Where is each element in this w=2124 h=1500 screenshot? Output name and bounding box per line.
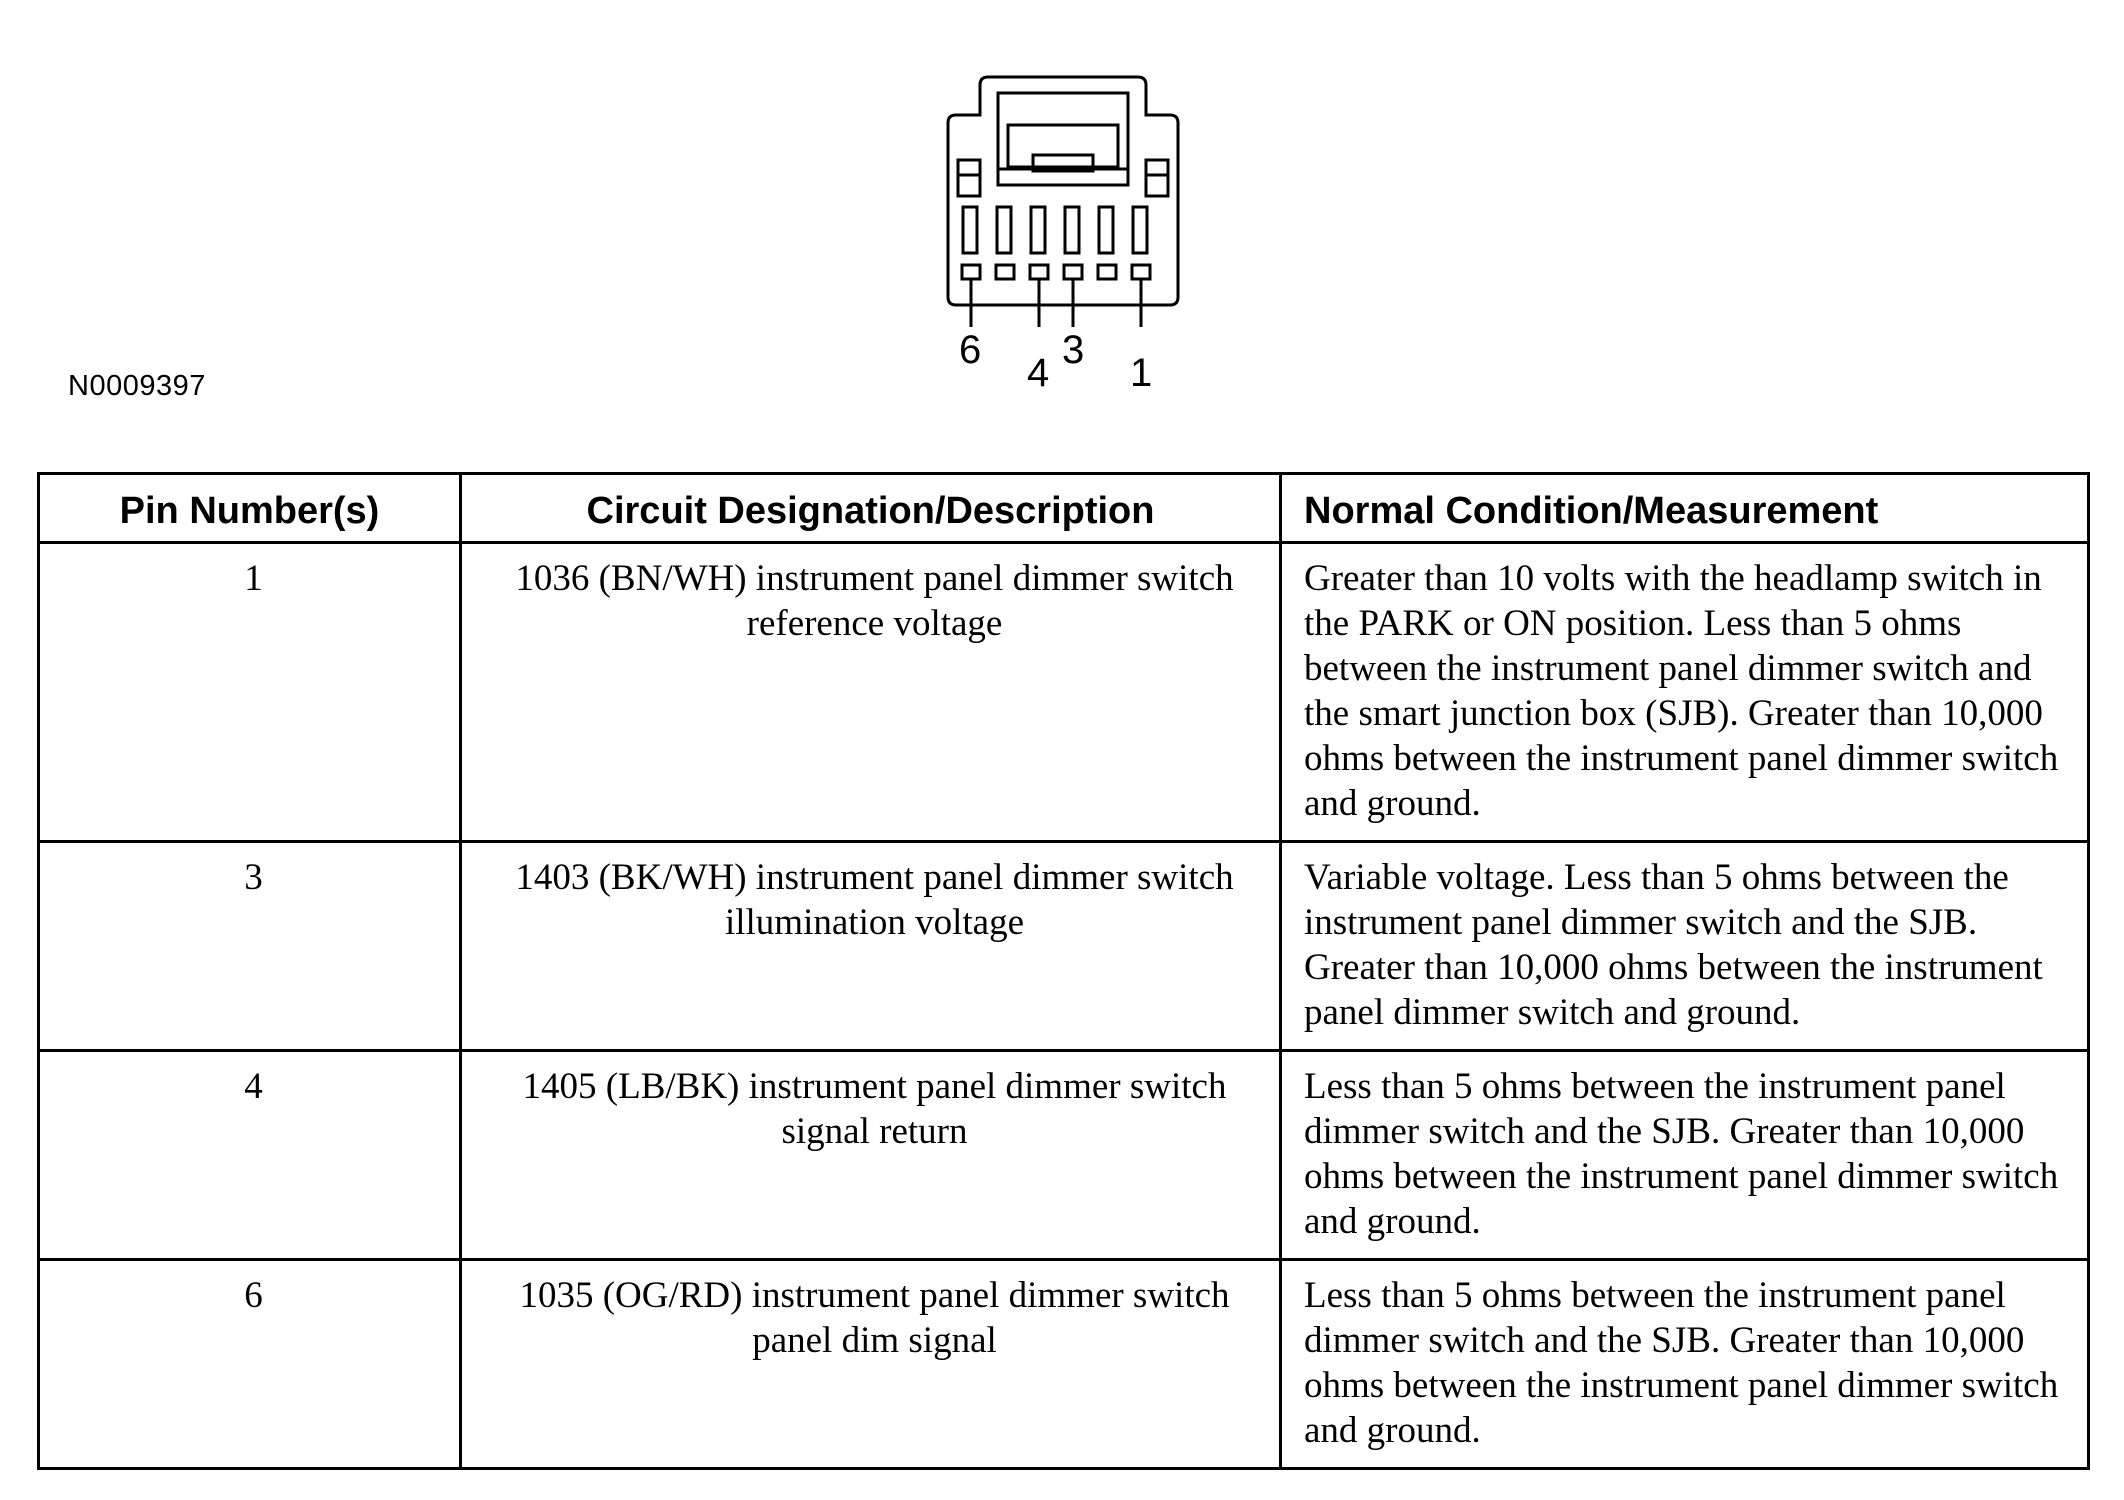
table-row: [39, 543, 2089, 842]
terminal-4: [1030, 265, 1048, 279]
cavity-upper-5: [997, 207, 1011, 253]
circuit-description-text: 1035 (OG/RD) instrument panel dimmer switch panel dim signal: [519, 1275, 1230, 1361]
circuit-description-text: 1036 (BN/WH) instrument panel dimmer switch reference voltage: [515, 558, 1234, 644]
pin-label-1: 1: [1130, 351, 1153, 395]
pin-number-cell: 3: [39, 842, 461, 1051]
pin-label-4: 4: [1027, 351, 1050, 395]
header-normal-condition: Normal Condition/Measurement: [1281, 474, 2089, 543]
table-row: [39, 1260, 2089, 1469]
measurement-cell: Variable voltage. Less than 5 ohms between the instrument panel dimmer switch and the SJB. Greater than 10,000 ohms between the instrument panel dimmer switch and ground.: [1281, 842, 2089, 1051]
cavity-upper-6: [963, 207, 977, 253]
circuit-description-text: 1405 (LB/BK) instrument panel dimmer switch signal return: [522, 1066, 1227, 1152]
pin-label-6: 6: [959, 328, 982, 372]
table-header-row: [39, 474, 2089, 543]
circuit-description-cell: [461, 1051, 1281, 1260]
pinout-table: [37, 472, 2090, 1470]
terminal-6: [962, 265, 980, 279]
table-row: [39, 842, 2089, 1051]
pin-number-cell: 6: [39, 1260, 461, 1469]
pin-label-3: 3: [1062, 328, 1085, 372]
side-tab-right: [1146, 160, 1168, 196]
terminal-3: [1064, 265, 1082, 279]
terminal-1: [1132, 265, 1150, 279]
circuit-description-cell: [461, 1260, 1281, 1469]
figure-id: N0009397: [68, 370, 206, 402]
terminal-2: [1098, 265, 1116, 279]
cavity-upper-3: [1065, 207, 1079, 253]
header-circuit-description: Circuit Designation/Description: [461, 474, 1281, 543]
connector-diagram: [930, 65, 1200, 405]
table-row: [39, 1051, 2089, 1260]
side-tab-left: [958, 160, 980, 196]
header-pin-numbers: Pin Number(s): [39, 474, 461, 543]
terminal-5: [996, 265, 1014, 279]
circuit-description-cell: [461, 842, 1281, 1051]
cavity-upper-1: [1133, 207, 1147, 253]
cavity-upper-4: [1031, 207, 1045, 253]
pin-number-cell: 4: [39, 1051, 461, 1260]
circuit-description-text: 1403 (BK/WH) instrument panel dimmer switch illumination voltage: [515, 857, 1234, 943]
cavity-upper-2: [1099, 207, 1113, 253]
circuit-description-cell: [461, 543, 1281, 842]
measurement-cell: Less than 5 ohms between the instrument panel dimmer switch and the SJB. Greater than 10,000 ohms between the instrument panel dimmer switch and ground.: [1281, 1260, 2089, 1469]
pin-number-cell: 1: [39, 543, 461, 842]
measurement-cell: Less than 5 ohms between the instrument panel dimmer switch and the SJB. Greater than 10,000 ohms between the instrument panel dimmer switch and ground.: [1281, 1051, 2089, 1260]
measurement-cell: Greater than 10 volts with the headlamp switch in the PARK or ON position. Less than 5 ohms between the instrument panel dimmer switch and the smart junction box (SJB). Greater than 10,000 ohms between the instrument panel dimmer switch and ground.: [1281, 543, 2089, 842]
